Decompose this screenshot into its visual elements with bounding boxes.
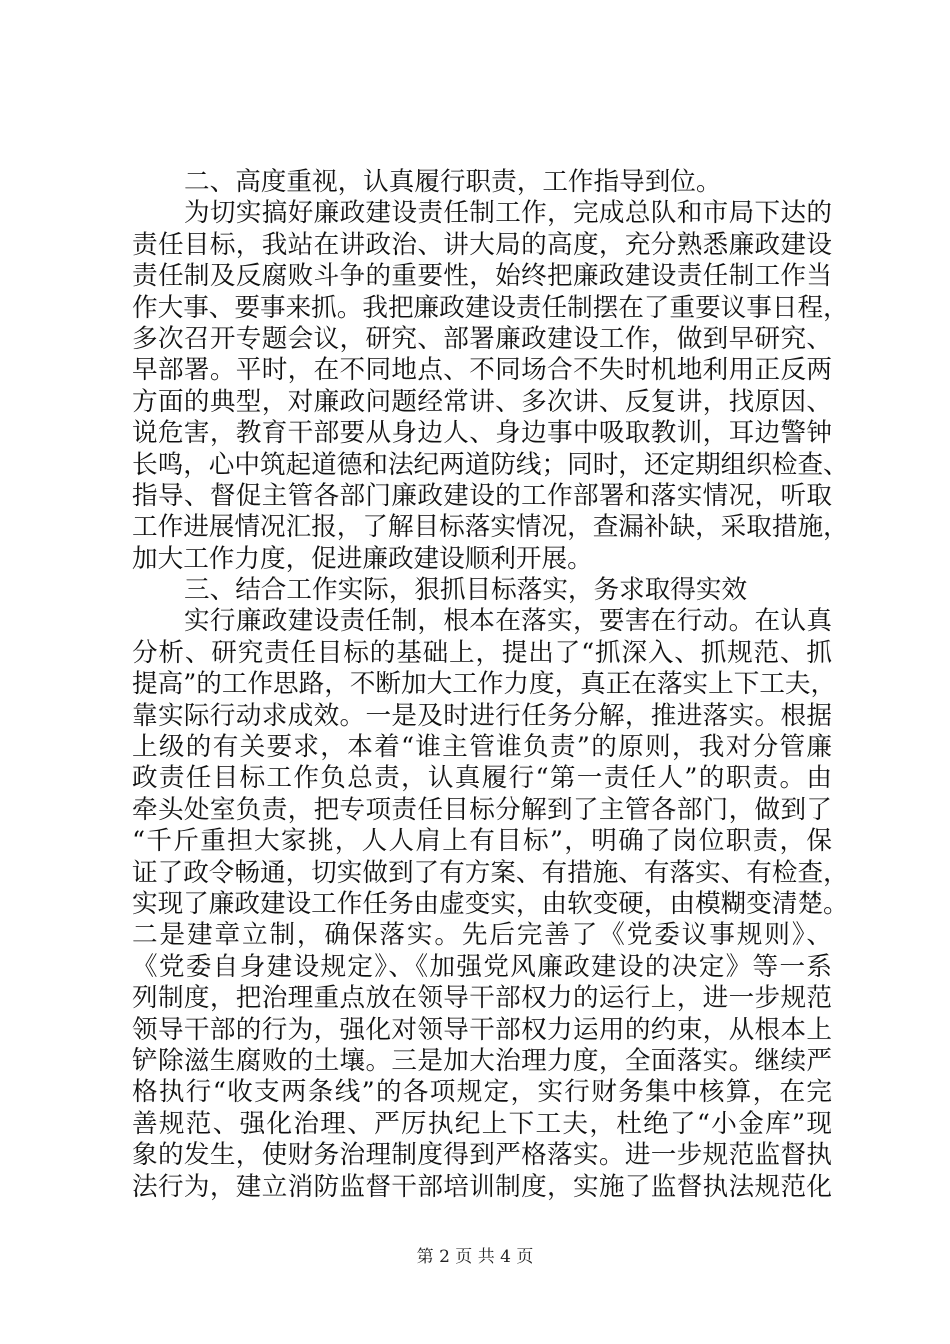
text-line: 指导、督促主管各部门廉政建设的工作部署和落实情况，听取	[132, 480, 832, 511]
text-line: 二是建章立制，确保落实。先后完善了《党委议事规则》、	[132, 920, 832, 951]
text-line: 格执行“收支两条线”的各项规定，实行财务集中核算，在完	[132, 1077, 832, 1108]
text-line: 三、结合工作实际，狠抓目标落实，务求取得实效	[184, 575, 748, 606]
text-line: 二、高度重视，认真履行职责，工作指导到位。	[184, 167, 722, 197]
text-line: “千斤重担大家挑，人人肩上有目标”，明确了岗位职责，保	[132, 826, 832, 857]
text-line: 实现了廉政建设工作任务由虚变实，由软变硬，由模糊变清楚。	[132, 888, 849, 919]
text-line: 工作进展情况汇报，了解目标落实情况，查漏补缺，采取措施，	[132, 512, 849, 543]
text-line: 牵头处室负责，把专项责任目标分解到了主管各部门，做到了	[132, 794, 832, 825]
text-line: 领导干部的行为，强化对领导干部权力运用的约束，从根本上	[132, 1014, 832, 1045]
text-line: 法行为，建立消防监督干部培训制度，实施了监督执法规范化	[132, 1171, 832, 1202]
text-line: 象的发生，使财务治理制度得到严格落实。进一步规范监督执	[132, 1140, 832, 1171]
document-body	[132, 167, 849, 1203]
text-line: 政责任目标工作负总责，认真履行“第一责任人”的职责。由	[132, 763, 832, 794]
text-line: 铲除滋生腐败的土壤。三是加大治理力度，全面落实。继续严	[132, 1045, 832, 1076]
page-footer: 第 2 页 共 4 页	[416, 1247, 534, 1267]
text-line: 责任制及反腐败斗争的重要性，始终把廉政建设责任制工作当	[132, 261, 832, 292]
text-line: 提高”的工作思路，不断加大工作力度，真正在落实上下工夫，	[132, 669, 837, 700]
text-line: 方面的典型，对廉政问题经常讲、多次讲、反复讲，找原因、	[132, 386, 832, 417]
text-line: 实行廉政建设责任制，根本在落实，要害在行动。在认真	[184, 606, 832, 637]
text-line: 说危害，教育干部要从身边人、身边事中吸取教训，耳边警钟	[132, 418, 832, 449]
text-line: 列制度，把治理重点放在领导干部权力的运行上，进一步规范	[132, 983, 832, 1014]
text-line: 作大事、要事来抓。我把廉政建设责任制摆在了重要议事日程，	[132, 292, 849, 323]
text-line: 证了政令畅通，切实做到了有方案、有措施、有落实、有检查，	[132, 857, 849, 888]
text-line: 上级的有关要求，本着“谁主管谁负责”的原则，我对分管廉	[132, 732, 832, 763]
text-line: 《党委自身建设规定》、《加强党风廉政建设的决定》等一系	[132, 951, 832, 982]
text-line: 为切实搞好廉政建设责任制工作，完成总队和市局下达的	[184, 198, 832, 229]
text-line: 善规范、强化治理、严厉执纪上下工夫，杜绝了“小金库”现	[132, 1108, 832, 1139]
text-line: 长鸣，心中筑起道德和法纪两道防线；同时，还定期组织检查、	[132, 449, 849, 480]
text-line: 加大工作力度，促进廉政建设顺利开展。	[132, 543, 593, 574]
text-line: 早部署。平时，在不同地点、不同场合不失时机地利用正反两	[132, 355, 832, 386]
text-line: 靠实际行动求成效。一是及时进行任务分解，推进落实。根据	[132, 700, 832, 731]
text-line: 责任目标，我站在讲政治、讲大局的高度，充分熟悉廉政建设	[132, 229, 832, 260]
text-line: 多次召开专题会议，研究、部署廉政建设工作，做到早研究、	[132, 323, 832, 354]
text-line: 分析、研究责任目标的基础上，提出了“抓深入、抓规范、抓	[132, 637, 832, 668]
